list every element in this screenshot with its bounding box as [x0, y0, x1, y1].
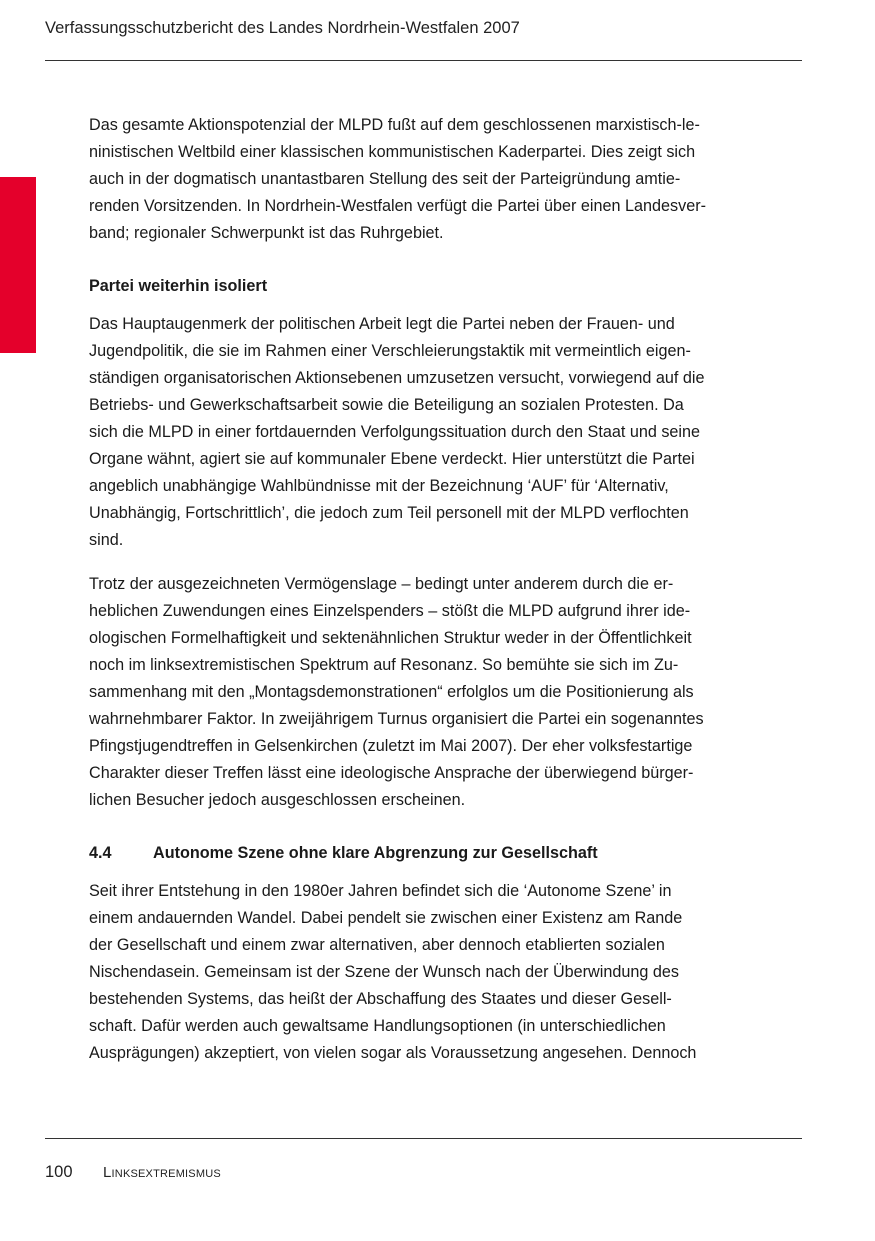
- text-line: Organe wähnt, agiert sie auf kommunaler Ebene verdeckt. Hier unterstützt die Partei: [89, 450, 695, 468]
- text-line: Nischendasein. Gemeinsam ist der Szene der Wunsch nach der Überwindung des: [89, 963, 679, 981]
- paragraph-2: [89, 311, 809, 554]
- text-line: der Gesellschaft und einem zwar alternativen, aber dennoch etablierten sozialen: [89, 936, 665, 954]
- text-line: sammenhang mit den „Montagsdemonstrationen“ erfolglos um die Positionierung als: [89, 683, 694, 701]
- text-line: wahrnehmbarer Faktor. In zweijährigem Turnus organisiert die Partei ein sogenanntes: [89, 710, 704, 728]
- text-line: Betriebs- und Gewerkschaftsarbeit sowie die Beteiligung an sozialen Protesten. Da: [89, 396, 684, 414]
- text-line: band; regionaler Schwerpunkt ist das Ruhrgebiet.: [89, 224, 444, 242]
- footer-divider: [45, 1138, 802, 1139]
- subheading: Partei weiterhin isoliert: [89, 277, 268, 295]
- text-line: Das Hauptaugenmerk der politischen Arbeit legt die Partei neben der Frauen- und: [89, 315, 675, 333]
- paragraph-1: [89, 112, 809, 247]
- text-line: Pfingstjugendtreffen in Gelsenkirchen (zuletzt im Mai 2007). Der eher volksfestartige: [89, 737, 693, 755]
- paragraph-4: [89, 878, 809, 1067]
- footer-section-label: Linksextremismus: [103, 1164, 221, 1181]
- text-line: Das gesamte Aktionspotenzial der MLPD fußt auf dem geschlossenen marxistisch-le-: [89, 116, 700, 134]
- text-line: Seit ihrer Entstehung in den 1980er Jahren befindet sich die ‘Autonome Szene’ in: [89, 882, 672, 900]
- text-line: sich die MLPD in einer fortdauernden Verfolgungssituation durch den Staat und seine: [89, 423, 701, 441]
- section-number: 4.4: [89, 844, 112, 862]
- paragraph-3: [89, 571, 809, 814]
- text-line: ninistischen Weltbild einer klassischen kommunistischen Kaderpartei. Dies zeigt sich: [89, 143, 696, 161]
- text-line: renden Vorsitzenden. In Nordrhein-Westfalen verfügt die Partei über einen Landesver-: [89, 197, 706, 215]
- page-number: 100: [45, 1163, 73, 1181]
- text-line: ologischen Formelhaftigkeit und sektenähnlichen Struktur weder in der Öffentlichkeit: [89, 629, 692, 647]
- section-heading: [89, 840, 809, 867]
- text-line: heblichen Zuwendungen eines Einzelspenders – stößt die MLPD aufgrund ihrer ide-: [89, 602, 691, 620]
- text-line: noch im linksextremistischen Spektrum auf Resonanz. So bemühte sie sich im Zu-: [89, 656, 679, 674]
- text-line: angeblich unabhängige Wahlbündnisse mit der Bezeichnung ‘AUF’ für ‘Alternativ,: [89, 477, 669, 495]
- text-line: Charakter dieser Treffen lässt eine ideologische Ansprache der überwiegend bürger-: [89, 764, 694, 782]
- running-header-title: Verfassungsschutzbericht des Landes Nordrhein-Westfalen 2007: [45, 19, 520, 37]
- text-line: sind.: [89, 531, 124, 549]
- text-line: Unabhängig, Fortschrittlich’, die jedoch zum Teil personell mit der MLPD verflochten: [89, 504, 689, 522]
- section-title: Autonome Szene ohne klare Abgrenzung zur Gesellschaft: [153, 844, 598, 862]
- text-line: Jugendpolitik, die sie im Rahmen einer Verschleierungstaktik mit vermeintlich eigen-: [89, 342, 691, 360]
- page-footer: [45, 1163, 221, 1182]
- text-line: Trotz der ausgezeichneten Vermögenslage – bedingt unter anderem durch die er-: [89, 575, 674, 593]
- text-line: auch in der dogmatisch unantastbaren Stellung des seit der Parteigründung amtie-: [89, 170, 681, 188]
- text-line: bestehenden Systems, das heißt der Abschaffung des Staates und dieser Gesell-: [89, 990, 672, 1008]
- text-line: schaft. Dafür werden auch gewaltsame Handlungsoptionen (in unterschiedlichen: [89, 1017, 666, 1035]
- page-body: [89, 112, 809, 1067]
- text-line: Ausprägungen) akzeptiert, von vielen sogar als Voraussetzung angesehen. Dennoch: [89, 1044, 697, 1062]
- chapter-marker-tab: [0, 177, 36, 353]
- text-line: einem andauernden Wandel. Dabei pendelt sie zwischen einer Existenz am Rande: [89, 909, 683, 927]
- header-divider: [45, 60, 802, 61]
- text-line: ständigen organisatorischen Aktionsebenen umzusetzen versucht, vorwiegend auf die: [89, 369, 705, 387]
- text-line: lichen Besucher jedoch ausgeschlossen erscheinen.: [89, 791, 466, 809]
